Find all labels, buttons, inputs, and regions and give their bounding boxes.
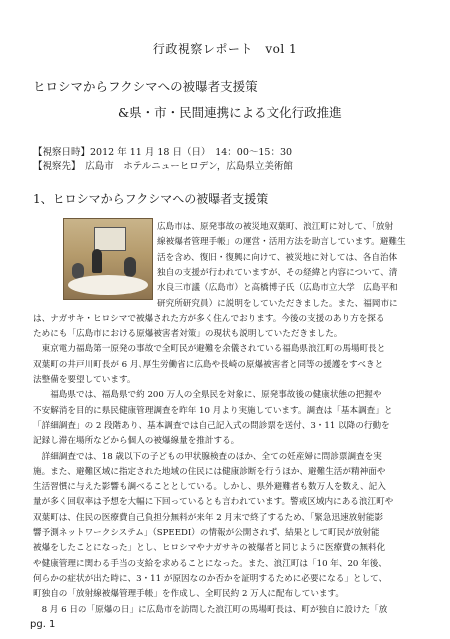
body-line: 線被爆者管理手帳」の運営・活用方法を助言しています。避難生	[157, 237, 406, 248]
speaker-figure	[92, 249, 102, 273]
body-line: は、ナガサキ・ヒロシマで被爆された方が多く住んでおります。今後の支援のあり方を探る	[33, 313, 385, 324]
body-line: 双葉町の井戸川町長が 6 月､厚生労働省に広島や長崎の原爆被害者と同等の援護をすべきと	[33, 359, 384, 370]
visit-place: 【視察先】 広島市 ホテルニューヒロデン，広島県立美術館	[33, 161, 293, 172]
meeting-table	[68, 275, 148, 295]
body-line: 被爆をしたことになった」とし、ヒロシマやナガサキの被爆者と同じように医療費の無料化	[33, 543, 386, 554]
body-line: 記録し滞在場所などから個人の被爆線量を推計する。	[33, 436, 240, 447]
body-line: 活を含め、復旧・復興に向けて、被災地に対しては、各自治体	[157, 252, 398, 263]
body-line: 量が多く回収率は予想を大幅に下回っているとも言われています。警戒区域内にある浪江町や	[33, 497, 394, 508]
projector-screen	[94, 227, 126, 251]
body-line: 詳細調査では、18 歳以下の子どもの甲状腺検査のほか、全ての妊産婦に問診票調査を実	[33, 451, 382, 462]
report-title: 行政視察レポート vol 1	[152, 42, 298, 56]
body-line: 施。また、避難区域に指定された地域の住民には健康診断を行うほか、避難生活が精神面や	[33, 466, 386, 477]
body-line: 独自の支援が行われていますが、その経緯と内容について、清	[157, 267, 398, 278]
body-line: 水良三市議（広島市）と高橋博子氏（広島市立大学 広島平和	[157, 283, 398, 294]
body-line: 8 月 6 日の「原爆の日」に広島市を訪問した浪江町の馬場町長は、町が独自に設けた「放	[33, 604, 388, 615]
body-line: 福島県では、福島県で約 200 万人の全県民を対象に、原発事故後の健康状態の把握や	[33, 390, 382, 401]
body-line: 何らかの症状が出た時に、3・11 が原因なのか否かを証明するために必要になる」として、	[33, 573, 388, 584]
report-subtitle-1: ヒロシマからフクシマへの被曝者支援策	[33, 79, 258, 94]
body-line: 双葉町は、住民の医療費自己負担分無料が来年 2 月末で終了するため、「緊急迅速放射能影	[33, 512, 384, 523]
meeting-photo	[63, 218, 153, 300]
attendee-figure	[124, 257, 136, 277]
report-subtitle-2: &県・市・民間連携による文化行政推進	[118, 105, 342, 120]
section-heading: 1、ヒロシマからフクシマへの被曝者支援策	[33, 192, 269, 206]
body-line: 研究所研究員）に説明をしていただきました。また、福岡市に	[157, 298, 398, 309]
body-line: や健康管理に関わる手当の支給を求めることになった。また、浪江町は「10 年、20 年後、	[33, 558, 387, 569]
body-line: 響予測ネットワークシステム」（SPEEDI）の情報が公開されず、結果として町民が放射能	[33, 528, 380, 538]
body-line: ためにも「広島市における原爆被害者対策」の現状も説明していただきました。	[33, 329, 343, 340]
body-line: 町独自の「放射線被爆管理手帳」を作成し、全町民約 2 万人に配布しています。	[33, 589, 345, 600]
body-line: 「詳細調査」の 2 段階あり、基本調査では自己記入式の問診票を送付、3・11 以降の行動を	[33, 420, 390, 431]
body-line: 東京電力福島第一原発の事故で全町民が避難を余儀されている福島県浪江町の馬場町長と	[33, 344, 386, 355]
page-number: pg. 1	[30, 619, 56, 630]
visit-date: 【視察日時】2012 年 11 月 18 日（日） 14：00～15：30	[33, 147, 293, 158]
body-line: 生活習慣に与えた影響も調べることとしている。しかし、県外避難者も数万人を数え、記入	[33, 482, 386, 493]
body-line: 法整備を要望しています。	[33, 375, 136, 385]
body-line: 不安解消を目的に県民健康管理調査を昨年 10 月より実施しています。調査は「基本調査」と	[33, 405, 393, 416]
body-line: 広島市は、原発事故の被災地双葉町、浪江町に対して、「放射	[157, 222, 394, 232]
